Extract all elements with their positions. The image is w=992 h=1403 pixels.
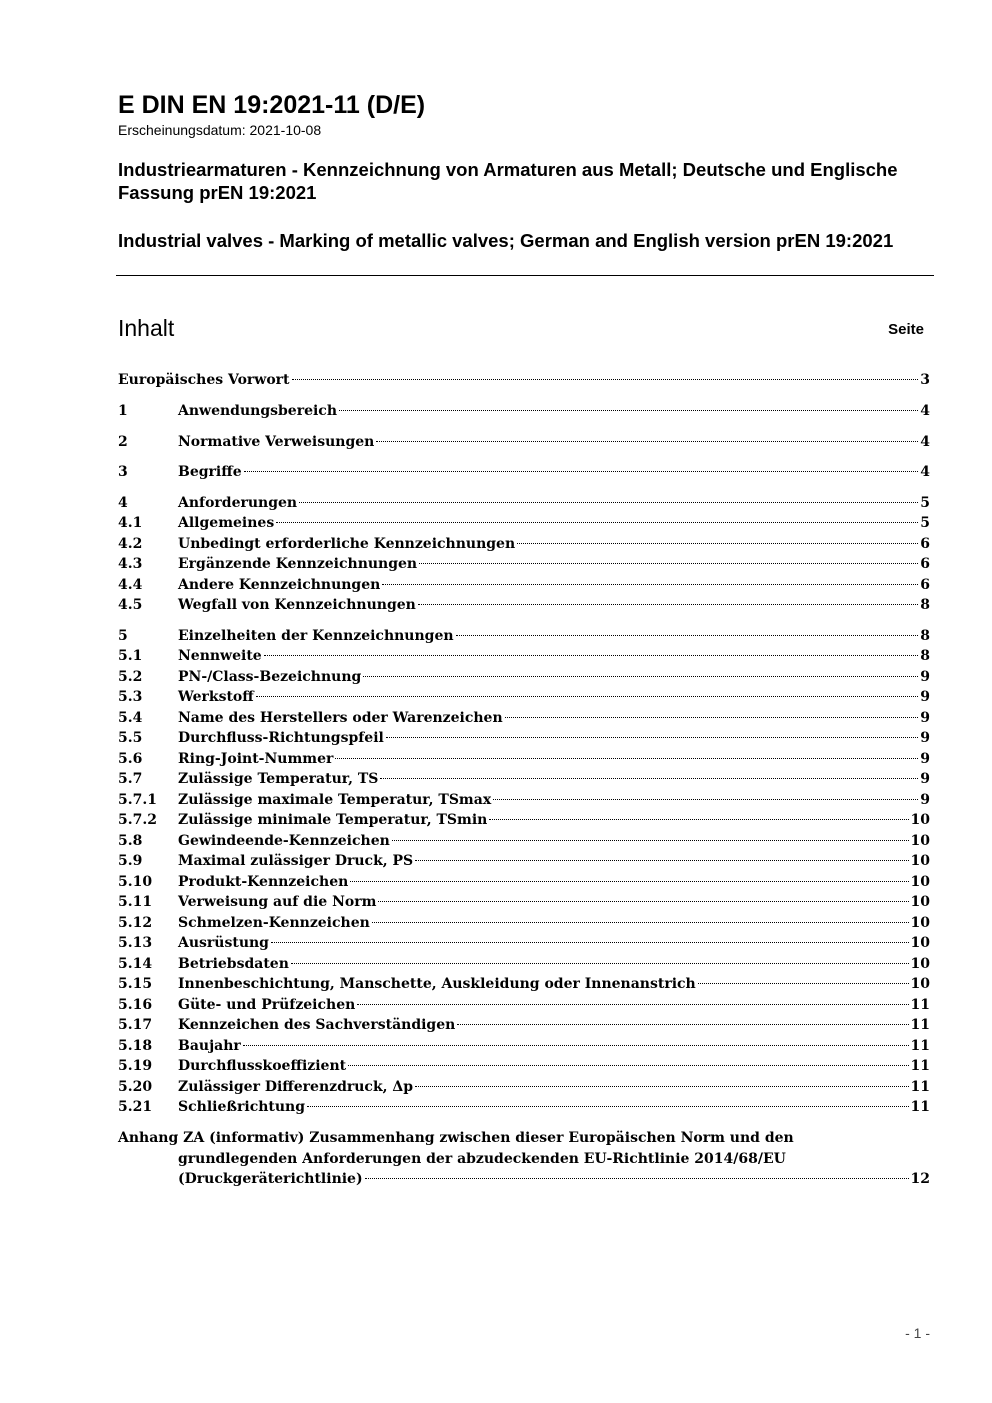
document-id: E DIN EN 19:2021-11 (D/E) [118,91,426,119]
toc-entry-title: Normative Verweisungen [178,434,375,450]
leader-dots [365,1178,909,1179]
toc-entry-number: 5.12 [118,915,153,931]
toc-entry-page: 9 [920,710,930,726]
toc-entry-number: 5.15 [118,976,153,992]
toc-entry-number: 4 [118,495,128,511]
toc-entry-title: Nennweite [178,648,262,664]
toc-entry-title: Zulässige Temperatur, TS [178,771,379,787]
toc-entry-number: 5.4 [118,710,143,726]
toc-entry-number: 5.7.2 [118,812,157,828]
toc-entry-annex-za[interactable] [118,1128,930,1190]
toc-entry-title: Zulässige minimale Temperatur, TSmin [178,812,488,828]
toc-entry-title: Ring-Joint-Nummer [178,751,334,767]
toc-entry[interactable] [118,534,930,554]
leader-dots [419,563,918,564]
leader-dots [276,522,918,523]
toc-entry-page: 10 [910,874,930,890]
toc-entry[interactable] [118,1036,930,1056]
toc-entry-number: 5.13 [118,935,153,951]
leader-dots [307,1106,909,1107]
leader-dots [517,543,918,544]
toc-entry-title: Ausrüstung [178,935,269,951]
title-german: Industriearmaturen - Kennzeichnung von Armaturen aus Metall; Deutsche und Englische Fassung prEN 19:2021 [118,159,898,203]
toc-entry-page: 10 [910,833,930,849]
toc-entry[interactable] [118,749,930,769]
toc-entry-title: Name des Herstellers oder Warenzeichen [178,710,503,726]
toc-entry-page: 3 [920,372,930,388]
leader-dots [350,881,908,882]
toc-entry-title: Durchfluss-Richtungspfeil [178,730,384,746]
toc-entry[interactable] [118,401,930,421]
leader-dots [415,1086,908,1087]
toc-entry-number: 5.9 [118,853,143,869]
leader-dots [292,379,919,380]
toc-entry[interactable] [118,728,930,748]
toc-entry-page: 4 [920,403,930,419]
toc-entry-page: 8 [920,648,930,664]
toc-entry-title: Produkt-Kennzeichen [178,874,349,890]
leader-dots [339,410,918,411]
toc-entry-number: 5.3 [118,689,143,705]
toc-entry-number: 4.1 [118,515,143,531]
leader-dots [386,737,918,738]
toc-entry-number: 4.4 [118,577,143,593]
toc-entry-title: Einzelheiten der Kennzeichnungen [178,628,454,644]
toc-entry-page: 10 [910,812,930,828]
toc-entry-number: 5.20 [118,1079,153,1095]
toc-entry-page: 10 [910,853,930,869]
toc-entry-title: Innenbeschichtung, Manschette, Auskleidung oder Innenanstrich [178,976,696,992]
toc-entry-title: Verweisung auf die Norm [178,894,377,910]
toc-page-column-heading: Seite [888,321,924,338]
publication-date: Erscheinungsdatum: 2021-10-08 [118,122,322,138]
toc-entry-number: 5.1 [118,648,143,664]
toc-entry[interactable] [118,872,930,892]
leader-dots [380,778,918,779]
annex-page-number: 12 [910,1171,930,1187]
toc-entry-title: Baujahr [178,1038,241,1054]
toc-entry-page: 6 [920,536,930,552]
toc-entry-page: 6 [920,556,930,572]
toc-entry-page: 9 [920,669,930,685]
toc-entry-number: 5.19 [118,1058,153,1074]
toc-entry[interactable] [118,995,930,1015]
toc-entry-title: Andere Kennzeichnungen [178,577,381,593]
toc-entry-title: Durchflusskoeffizient [178,1058,347,1074]
toc-entry-number: 5.7 [118,771,143,787]
toc-entry[interactable] [118,1056,930,1076]
toc-entry-page: 11 [910,1038,930,1054]
toc-entry-page: 10 [910,894,930,910]
toc-entry-number: 3 [118,464,128,480]
leader-dots [244,471,919,472]
toc-entry-number: 5.5 [118,730,143,746]
toc-entry-page: 9 [920,771,930,787]
toc-entry-page: 9 [920,689,930,705]
toc-entry-title: Zulässiger Differenzdruck, Δp [178,1079,414,1095]
toc-entry[interactable] [118,575,930,595]
leader-dots [357,1004,908,1005]
leader-dots [415,860,908,861]
toc-entry-number: 4.2 [118,536,143,552]
header-divider [116,275,934,276]
leader-dots [264,655,919,656]
annex-title-end: (Druckgeräterichtlinie) [178,1171,363,1187]
toc-entry-number: 5.21 [118,1099,153,1115]
toc-entry-page: 5 [920,515,930,531]
toc-entry-title: Schließrichtung [178,1099,306,1115]
toc-entry[interactable] [118,769,930,789]
leader-dots [378,901,908,902]
leader-dots [335,758,918,759]
annex-title-line-2: grundlegenden Anforderungen der abzudeckenden EU-Richtlinie 2014/68/EU [178,1150,786,1167]
toc-entry-number: 5.14 [118,956,153,972]
toc-entry-number: 4.3 [118,556,143,572]
toc-entry-page: 10 [910,956,930,972]
toc-entry[interactable] [118,1015,930,1035]
leader-dots [698,983,909,984]
title-english: Industrial valves - Marking of metallic valves; German and English version prEN 19:2021 [118,230,894,251]
toc-entry-title: Werkstoff [178,689,254,705]
leader-dots [271,942,909,943]
toc-entry-number: 5.10 [118,874,153,890]
leader-dots [392,840,909,841]
toc-entry[interactable] [118,513,930,533]
toc-entry-number: 5.6 [118,751,143,767]
toc-entry-page: 4 [920,434,930,450]
toc-entry-page: 8 [920,628,930,644]
annex-title-line-3 [118,1169,930,1190]
toc-entry[interactable] [118,892,930,912]
leader-dots [505,717,919,718]
toc-entry-title: Allgemeines [178,515,275,531]
leader-dots [418,604,918,605]
toc-entry-number: 2 [118,434,128,450]
toc-entry-title: Schmelzen-Kennzeichen [178,915,370,931]
toc-entry[interactable] [118,954,930,974]
leader-dots [372,922,909,923]
leader-dots [299,502,918,503]
toc-entry-number: 5.8 [118,833,143,849]
toc-entry[interactable] [118,646,930,666]
toc-entry-number: 5.11 [118,894,153,910]
leader-dots [382,584,918,585]
toc-entry[interactable] [118,1077,930,1097]
toc-entry-page: 6 [920,577,930,593]
toc-entry-title: Gewindeende-Kennzeichen [178,833,390,849]
toc-entry-page: 5 [920,495,930,511]
toc-entry[interactable] [118,554,930,574]
toc-entry-number: 5 [118,628,128,644]
toc-entry-page: 10 [910,935,930,951]
toc-entry-page: 10 [910,915,930,931]
toc-entry[interactable] [118,790,930,810]
toc-entry-title: PN-/Class-Bezeichnung [178,669,362,685]
annex-title-line-1: Anhang ZA (informativ) Zusammenhang zwischen dieser Europäischen Norm und den [118,1130,794,1146]
leader-dots [376,441,918,442]
toc-entry-title: Kennzeichen des Sachverständigen [178,1017,456,1033]
toc-entry-number: 5.17 [118,1017,153,1033]
toc-entry-page: 11 [910,1099,930,1115]
toc-entry-title: Unbedingt erforderliche Kennzeichnungen [178,536,516,552]
toc-entry[interactable] [118,831,930,851]
toc-entry-title: Güte- und Prüfzeichen [178,997,356,1013]
toc-entry[interactable] [118,462,930,482]
toc-entry[interactable] [118,493,930,513]
toc-entry-page: 9 [920,751,930,767]
toc-entry-title: Betriebsdaten [178,956,289,972]
footer-page-number: - 1 - [905,1325,930,1341]
toc-entry-number: 5.18 [118,1038,153,1054]
leader-dots [243,1045,909,1046]
toc-entry-number: 4.5 [118,597,143,613]
toc-entry[interactable] [118,626,930,646]
leader-dots [456,635,919,636]
toc-entry[interactable] [118,667,930,687]
toc-entry-title: Ergänzende Kennzeichnungen [178,556,418,572]
leader-dots [348,1065,908,1066]
toc-entry-title: Anwendungsbereich [178,403,337,419]
toc-entry[interactable] [118,933,930,953]
toc-entry[interactable] [118,974,930,994]
toc-entry[interactable] [118,1097,930,1117]
toc-entry-page: 9 [920,730,930,746]
toc-entry-title: Begriffe [178,464,242,480]
toc-entry-page: 10 [910,976,930,992]
toc-entry[interactable] [118,851,930,871]
toc-entry-page: 11 [910,997,930,1013]
toc-entry-page: 11 [910,1079,930,1095]
toc-entry[interactable] [118,708,930,728]
leader-dots [489,819,908,820]
leader-dots [363,676,918,677]
leader-dots [291,963,909,964]
toc-entry[interactable] [118,370,930,390]
toc-entry-number: 5.7.1 [118,792,157,808]
leader-dots [493,799,918,800]
toc-entry-page: 11 [910,1017,930,1033]
toc-entry-title: Europäisches Vorwort [118,372,290,388]
toc-heading: Inhalt [118,315,175,341]
leader-dots [256,696,919,697]
toc-entry-number: 1 [118,403,128,419]
toc-entry[interactable] [118,913,930,933]
toc-entry[interactable] [118,595,930,615]
toc-entry-page: 11 [910,1058,930,1074]
toc-entry-number: 5.2 [118,669,143,685]
toc-entry[interactable] [118,687,930,707]
toc-entry-page: 4 [920,464,930,480]
toc-entry[interactable] [118,432,930,452]
toc-entry-title: Anforderungen [178,495,298,511]
toc-entry-title: Wegfall von Kennzeichnungen [178,597,416,613]
toc-entry-number: 5.16 [118,997,153,1013]
toc-entry-page: 9 [920,792,930,808]
leader-dots [457,1024,908,1025]
toc-entry[interactable] [118,810,930,830]
toc-entry-title: Zulässige maximale Temperatur, TSmax [178,792,492,808]
toc-entry-page: 8 [920,597,930,613]
toc-entry-title: Maximal zulässiger Druck, PS [178,853,414,869]
